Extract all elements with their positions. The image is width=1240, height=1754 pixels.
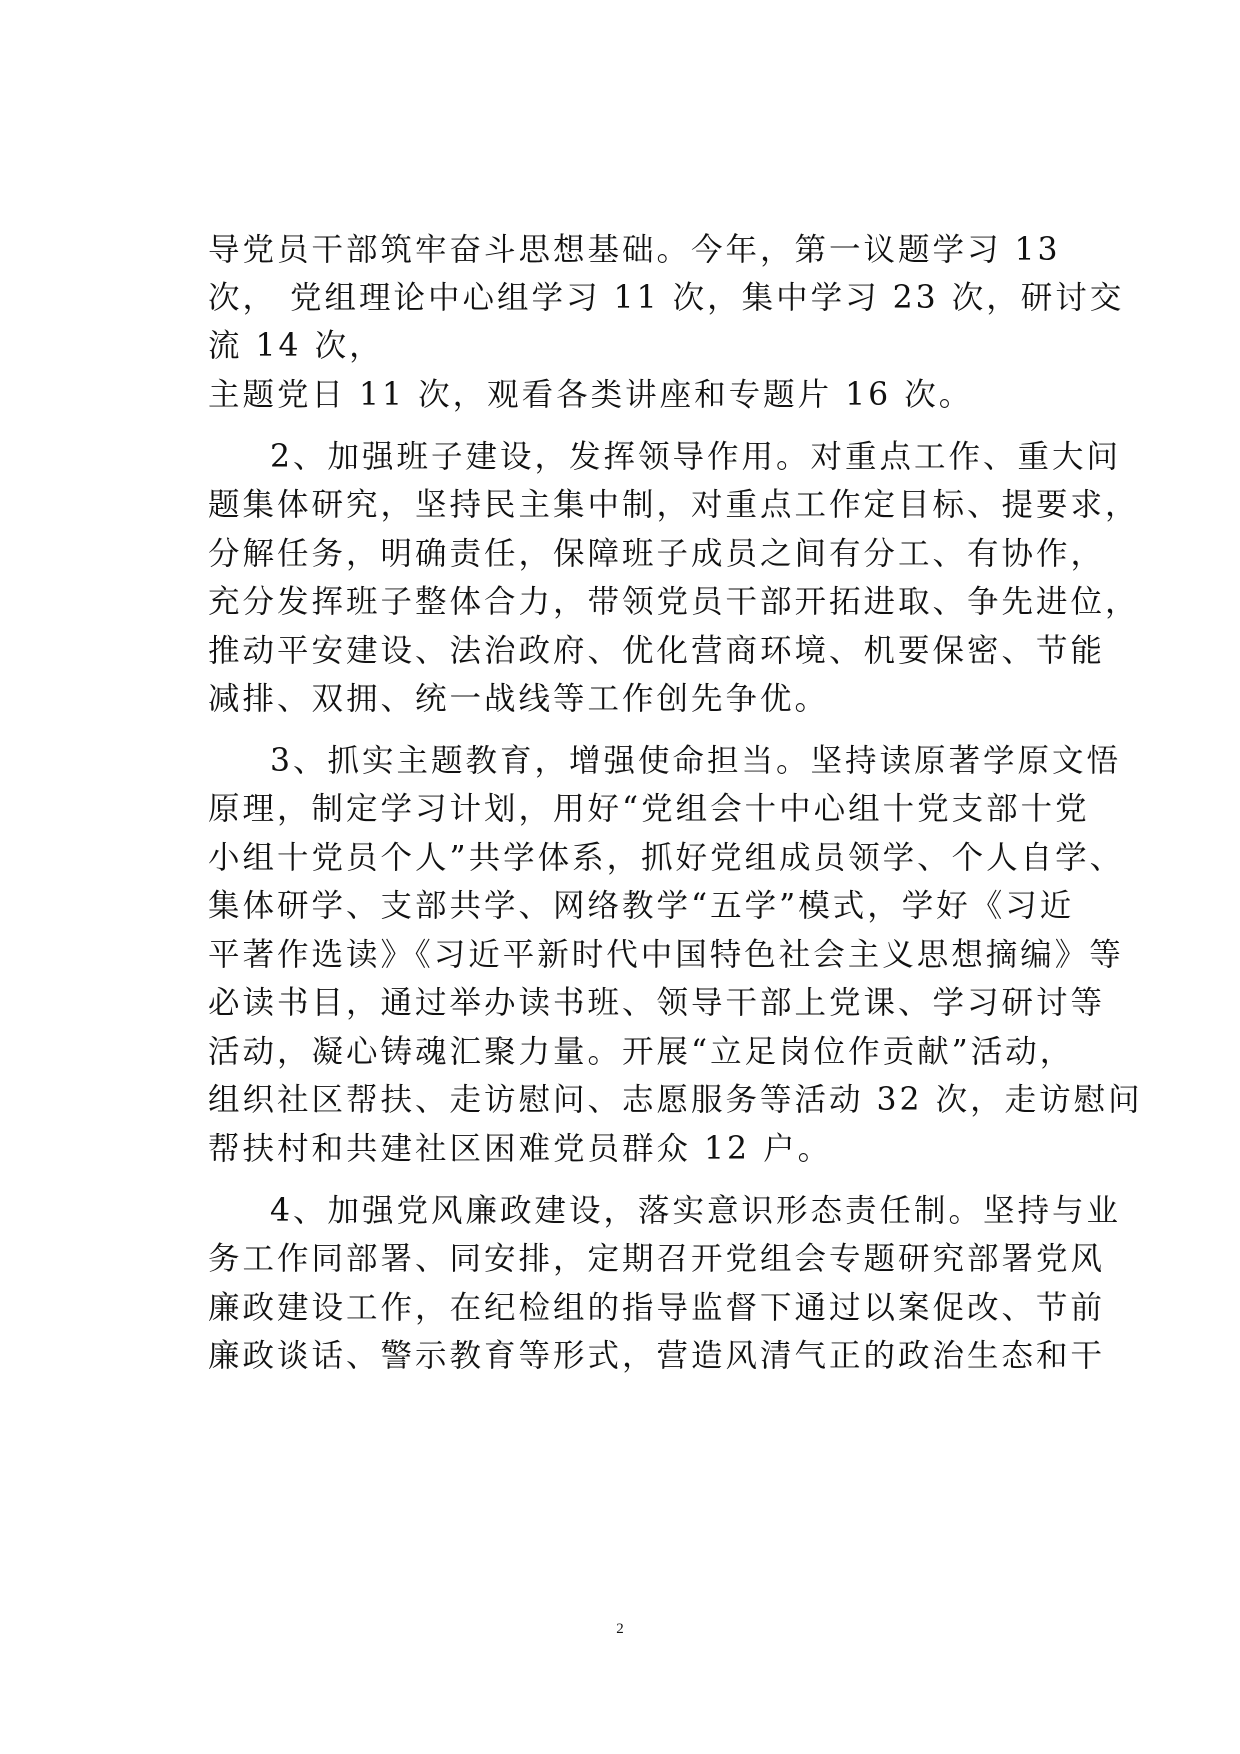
body-text-line: 组织社区帮扶、走访慰问、志愿服务等活动 32 次，走访慰问 (208, 1082, 1143, 1118)
body-text-line: 小组十党员个人”共学体系，抓好党组成员领学、个人自学、 (208, 840, 1125, 876)
body-text-line: 必读书目，通过举办读书班、领导干部上党课、学习研讨等 (208, 985, 1106, 1021)
body-text-line: 集体研学、支部共学、网络教学“五学”模式，学好《习近 (208, 888, 1075, 924)
paragraph-start-line: 2、加强班子建设，发挥领导作用。对重点工作、重大问 (270, 439, 1122, 475)
body-text-line: 平著作选读》《习近平新时代中国特色社会主义思想摘编》等 (208, 937, 1124, 973)
body-text-line: 导党员干部筑牢奋斗思想基础。今年，第一议题学习 13 (208, 232, 1061, 268)
body-text-line: 帮扶村和共建社区困难党员群众 12 户。 (208, 1131, 833, 1167)
paragraph-start-line: 4、加强党风廉政建设，落实意识形态责任制。坚持与业 (270, 1193, 1122, 1229)
body-text-line: 原理，制定学习计划，用好“党组会十中心组十党支部十党 (208, 791, 1090, 827)
body-text-line: 廉政建设工作，在纪检组的指导监督下通过以案促改、节前 (208, 1290, 1106, 1326)
page-number: 2 (616, 1621, 624, 1637)
body-text-line: 题集体研究，坚持民主集中制，对重点工作定目标、提要求， (208, 487, 1140, 523)
body-text-line: 次， 党组理论中心组学习 11 次，集中学习 23 次，研讨交 (208, 280, 1125, 316)
body-text-line: 务工作同部署、同安排，定期召开党组会专题研究部署党风 (208, 1241, 1106, 1277)
body-text-line: 主题党日 11 次，观看各类讲座和专题片 16 次。 (208, 377, 974, 413)
body-text-line: 活动，凝心铸魂汇聚力量。开展“立足岗位作贡献”活动， (208, 1034, 1075, 1070)
body-text-line: 减排、双拥、统一战线等工作创先争优。 (208, 681, 830, 717)
paragraph-start-line: 3、抓实主题教育，增强使命担当。坚持读原著学原文悟 (270, 743, 1122, 779)
body-text-line: 推动平安建设、法治政府、优化营商环境、机要保密、节能 (208, 633, 1106, 669)
body-text-line: 充分发挥班子整体合力，带领党员干部开拓进取、争先进位， (208, 584, 1140, 620)
body-text-line: 廉政谈话、警示教育等形式，营造风清气正的政治生态和干 (208, 1338, 1106, 1374)
body-text-line: 分解任务，明确责任，保障班子成员之间有分工、有协作， (208, 536, 1106, 572)
body-text-line: 流 14 次， (208, 328, 384, 364)
